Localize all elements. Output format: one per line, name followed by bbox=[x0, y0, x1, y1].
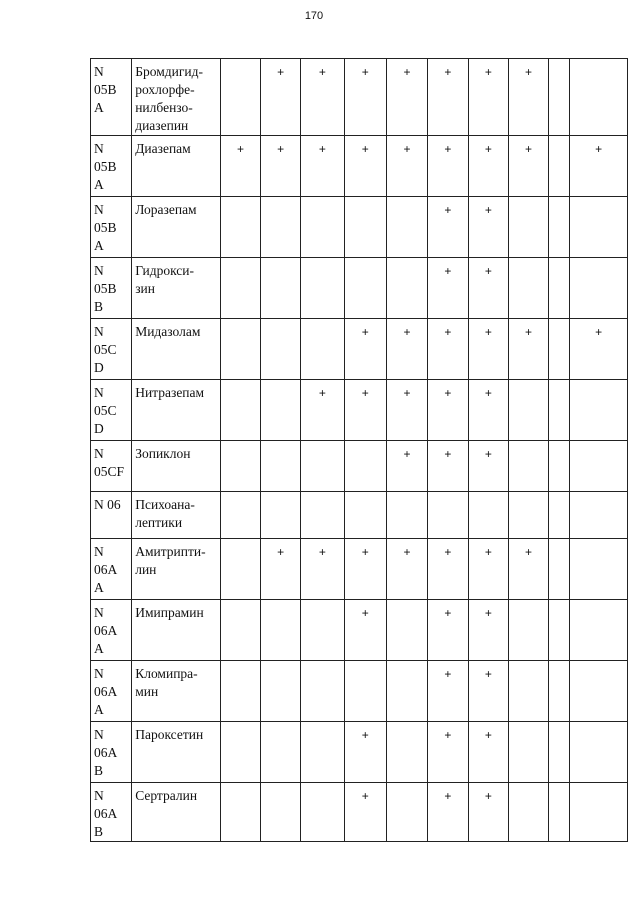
mark-cell bbox=[344, 197, 387, 258]
table-row bbox=[91, 258, 628, 319]
atc-code-text: N 06A A bbox=[94, 544, 118, 595]
mark-cell bbox=[344, 441, 387, 492]
mark-cell bbox=[301, 319, 344, 380]
mark-cell: + bbox=[468, 258, 508, 319]
drug-name-text: Бромдигид- рохлорфе- нилбензо- диазепин bbox=[135, 64, 203, 133]
mark-cell: + bbox=[468, 539, 508, 600]
atc-code-text: N 05B A bbox=[94, 202, 117, 253]
mark-cell bbox=[570, 197, 628, 258]
mark-cell bbox=[221, 258, 261, 319]
atc-code-text: N 06A B bbox=[94, 788, 118, 839]
mark-cell: + bbox=[344, 59, 387, 136]
mark-cell bbox=[261, 197, 301, 258]
mark-cell bbox=[570, 722, 628, 783]
mark-cell bbox=[548, 136, 569, 197]
mark-cell bbox=[387, 258, 428, 319]
mark-cell: + bbox=[427, 539, 468, 600]
mark-cell: + bbox=[468, 661, 508, 722]
drug-name-text: Кломипра- мин bbox=[135, 666, 198, 699]
mark-cell bbox=[548, 380, 569, 441]
mark-cell bbox=[508, 492, 548, 539]
mark-cell bbox=[387, 492, 428, 539]
mark-cell bbox=[301, 197, 344, 258]
drug-name-text: Зопиклон bbox=[135, 446, 191, 461]
mark-cell: + bbox=[508, 539, 548, 600]
drug-name-cell bbox=[132, 600, 221, 661]
mark-cell bbox=[570, 539, 628, 600]
mark-cell: + bbox=[344, 783, 387, 842]
mark-cell bbox=[570, 380, 628, 441]
drug-name-cell bbox=[132, 492, 221, 539]
mark-cell bbox=[301, 258, 344, 319]
table-body bbox=[91, 59, 628, 842]
mark-cell bbox=[387, 783, 428, 842]
mark-cell: + bbox=[427, 722, 468, 783]
drug-name-text: Гидрокси- зин bbox=[135, 263, 195, 296]
mark-cell bbox=[221, 539, 261, 600]
mark-cell bbox=[221, 59, 261, 136]
mark-cell: + bbox=[261, 539, 301, 600]
mark-cell bbox=[548, 722, 569, 783]
mark-cell bbox=[261, 441, 301, 492]
drug-name-cell bbox=[132, 441, 221, 492]
atc-code-cell bbox=[91, 441, 132, 492]
mark-cell: + bbox=[344, 380, 387, 441]
mark-cell: + bbox=[344, 136, 387, 197]
drug-name-text: Амитрипти- лин bbox=[135, 544, 206, 577]
drug-name-text: Пароксетин bbox=[135, 727, 204, 742]
mark-cell: + bbox=[468, 722, 508, 783]
mark-cell bbox=[508, 600, 548, 661]
mark-cell: + bbox=[427, 319, 468, 380]
mark-cell bbox=[261, 319, 301, 380]
drug-name-text: Сертралин bbox=[135, 788, 198, 803]
atc-code-cell bbox=[91, 197, 132, 258]
mark-cell bbox=[468, 492, 508, 539]
mark-cell: + bbox=[468, 600, 508, 661]
mark-cell bbox=[301, 492, 344, 539]
table-row bbox=[91, 783, 628, 842]
table-row bbox=[91, 539, 628, 600]
atc-code-cell bbox=[91, 319, 132, 380]
mark-cell: + bbox=[427, 661, 468, 722]
atc-code-text: N 05CF bbox=[94, 446, 125, 479]
mark-cell bbox=[221, 722, 261, 783]
mark-cell: + bbox=[221, 136, 261, 197]
atc-code-cell bbox=[91, 722, 132, 783]
mark-cell: + bbox=[427, 136, 468, 197]
mark-cell bbox=[427, 492, 468, 539]
mark-cell bbox=[301, 783, 344, 842]
mark-cell: + bbox=[427, 783, 468, 842]
atc-code-cell bbox=[91, 59, 132, 136]
mark-cell: + bbox=[301, 59, 344, 136]
mark-cell bbox=[548, 59, 569, 136]
mark-cell bbox=[387, 600, 428, 661]
mark-cell bbox=[570, 59, 628, 136]
mark-cell bbox=[261, 722, 301, 783]
atc-code-text: N 06A A bbox=[94, 605, 118, 656]
mark-cell: + bbox=[387, 380, 428, 441]
atc-code-text: N 05B A bbox=[94, 64, 117, 115]
mark-cell bbox=[221, 380, 261, 441]
mark-cell: + bbox=[508, 136, 548, 197]
mark-cell: + bbox=[468, 441, 508, 492]
mark-cell bbox=[221, 492, 261, 539]
atc-code-cell bbox=[91, 258, 132, 319]
mark-cell: + bbox=[387, 319, 428, 380]
mark-cell: + bbox=[468, 136, 508, 197]
drug-name-cell bbox=[132, 783, 221, 842]
mark-cell bbox=[548, 441, 569, 492]
atc-code-text: N 06A A bbox=[94, 666, 118, 717]
mark-cell bbox=[221, 661, 261, 722]
mark-cell bbox=[301, 661, 344, 722]
mark-cell bbox=[570, 600, 628, 661]
table-row bbox=[91, 59, 628, 136]
drug-name-text: Лоразепам bbox=[135, 202, 197, 217]
mark-cell: + bbox=[427, 258, 468, 319]
mark-cell: + bbox=[427, 197, 468, 258]
mark-cell bbox=[261, 661, 301, 722]
mark-cell bbox=[221, 319, 261, 380]
mark-cell bbox=[261, 783, 301, 842]
table-row bbox=[91, 722, 628, 783]
mark-cell bbox=[344, 258, 387, 319]
atc-code-cell bbox=[91, 661, 132, 722]
table-row bbox=[91, 600, 628, 661]
mark-cell bbox=[261, 600, 301, 661]
mark-cell: + bbox=[344, 319, 387, 380]
drug-name-cell bbox=[132, 319, 221, 380]
table-row bbox=[91, 492, 628, 539]
mark-cell bbox=[508, 722, 548, 783]
mark-cell bbox=[508, 197, 548, 258]
drug-name-cell bbox=[132, 258, 221, 319]
mark-cell bbox=[548, 197, 569, 258]
atc-code-text: N 05B B bbox=[94, 263, 117, 314]
atc-code-cell bbox=[91, 492, 132, 539]
mark-cell bbox=[344, 661, 387, 722]
drug-name-text: Диазепам bbox=[135, 141, 191, 156]
mark-cell bbox=[221, 600, 261, 661]
mark-cell: + bbox=[387, 539, 428, 600]
table-row bbox=[91, 380, 628, 441]
mark-cell bbox=[508, 783, 548, 842]
mark-cell bbox=[570, 661, 628, 722]
drug-name-cell bbox=[132, 136, 221, 197]
mark-cell bbox=[548, 783, 569, 842]
mark-cell: + bbox=[427, 59, 468, 136]
drug-classification-table bbox=[90, 58, 628, 842]
mark-cell: + bbox=[570, 136, 628, 197]
mark-cell bbox=[508, 380, 548, 441]
mark-cell bbox=[261, 380, 301, 441]
mark-cell bbox=[261, 258, 301, 319]
mark-cell bbox=[548, 661, 569, 722]
mark-cell bbox=[301, 722, 344, 783]
mark-cell bbox=[221, 197, 261, 258]
atc-code-text: N 06 bbox=[94, 497, 121, 512]
mark-cell bbox=[221, 783, 261, 842]
atc-code-cell bbox=[91, 600, 132, 661]
mark-cell bbox=[344, 492, 387, 539]
atc-code-text: N 05C D bbox=[94, 385, 117, 436]
mark-cell: + bbox=[261, 59, 301, 136]
table-row bbox=[91, 136, 628, 197]
mark-cell bbox=[570, 783, 628, 842]
mark-cell: + bbox=[508, 59, 548, 136]
mark-cell bbox=[508, 661, 548, 722]
mark-cell bbox=[387, 661, 428, 722]
mark-cell: + bbox=[468, 59, 508, 136]
mark-cell: + bbox=[301, 539, 344, 600]
mark-cell bbox=[301, 600, 344, 661]
drug-name-cell bbox=[132, 59, 221, 136]
table-row bbox=[91, 197, 628, 258]
table-row bbox=[91, 319, 628, 380]
mark-cell: + bbox=[344, 600, 387, 661]
page-number: 170 bbox=[304, 10, 324, 22]
mark-cell bbox=[548, 319, 569, 380]
drug-name-cell bbox=[132, 722, 221, 783]
drug-name-cell bbox=[132, 539, 221, 600]
mark-cell bbox=[387, 722, 428, 783]
mark-cell bbox=[221, 441, 261, 492]
mark-cell: + bbox=[301, 136, 344, 197]
mark-cell bbox=[570, 441, 628, 492]
mark-cell bbox=[548, 258, 569, 319]
mark-cell bbox=[508, 258, 548, 319]
drug-name-text: Имипрамин bbox=[135, 605, 204, 620]
mark-cell: + bbox=[344, 539, 387, 600]
atc-code-text: N 06A B bbox=[94, 727, 118, 778]
mark-cell bbox=[548, 492, 569, 539]
drug-name-cell bbox=[132, 380, 221, 441]
mark-cell bbox=[508, 441, 548, 492]
mark-cell: + bbox=[508, 319, 548, 380]
mark-cell: + bbox=[344, 722, 387, 783]
mark-cell: + bbox=[427, 441, 468, 492]
atc-code-cell bbox=[91, 136, 132, 197]
drug-name-cell bbox=[132, 661, 221, 722]
drug-name-text: Мидазолам bbox=[135, 324, 201, 339]
mark-cell bbox=[301, 441, 344, 492]
atc-code-cell bbox=[91, 539, 132, 600]
drug-name-cell bbox=[132, 197, 221, 258]
drug-name-text: Нитразепам bbox=[135, 385, 205, 400]
mark-cell: + bbox=[468, 783, 508, 842]
mark-cell bbox=[261, 492, 301, 539]
mark-cell: + bbox=[387, 136, 428, 197]
table-row bbox=[91, 441, 628, 492]
atc-code-text: N 05B A bbox=[94, 141, 117, 192]
mark-cell: + bbox=[427, 380, 468, 441]
atc-code-text: N 05C D bbox=[94, 324, 117, 375]
mark-cell bbox=[570, 258, 628, 319]
mark-cell: + bbox=[261, 136, 301, 197]
mark-cell: + bbox=[301, 380, 344, 441]
table-row bbox=[91, 661, 628, 722]
mark-cell bbox=[548, 600, 569, 661]
mark-cell: + bbox=[570, 319, 628, 380]
drug-name-text: Психоана- лептики bbox=[135, 497, 195, 530]
atc-code-cell bbox=[91, 380, 132, 441]
mark-cell: + bbox=[468, 197, 508, 258]
mark-cell: + bbox=[427, 600, 468, 661]
mark-cell bbox=[570, 492, 628, 539]
mark-cell: + bbox=[387, 59, 428, 136]
mark-cell: + bbox=[387, 441, 428, 492]
mark-cell: + bbox=[468, 380, 508, 441]
mark-cell bbox=[548, 539, 569, 600]
mark-cell: + bbox=[468, 319, 508, 380]
atc-code-cell bbox=[91, 783, 132, 842]
mark-cell bbox=[387, 197, 428, 258]
